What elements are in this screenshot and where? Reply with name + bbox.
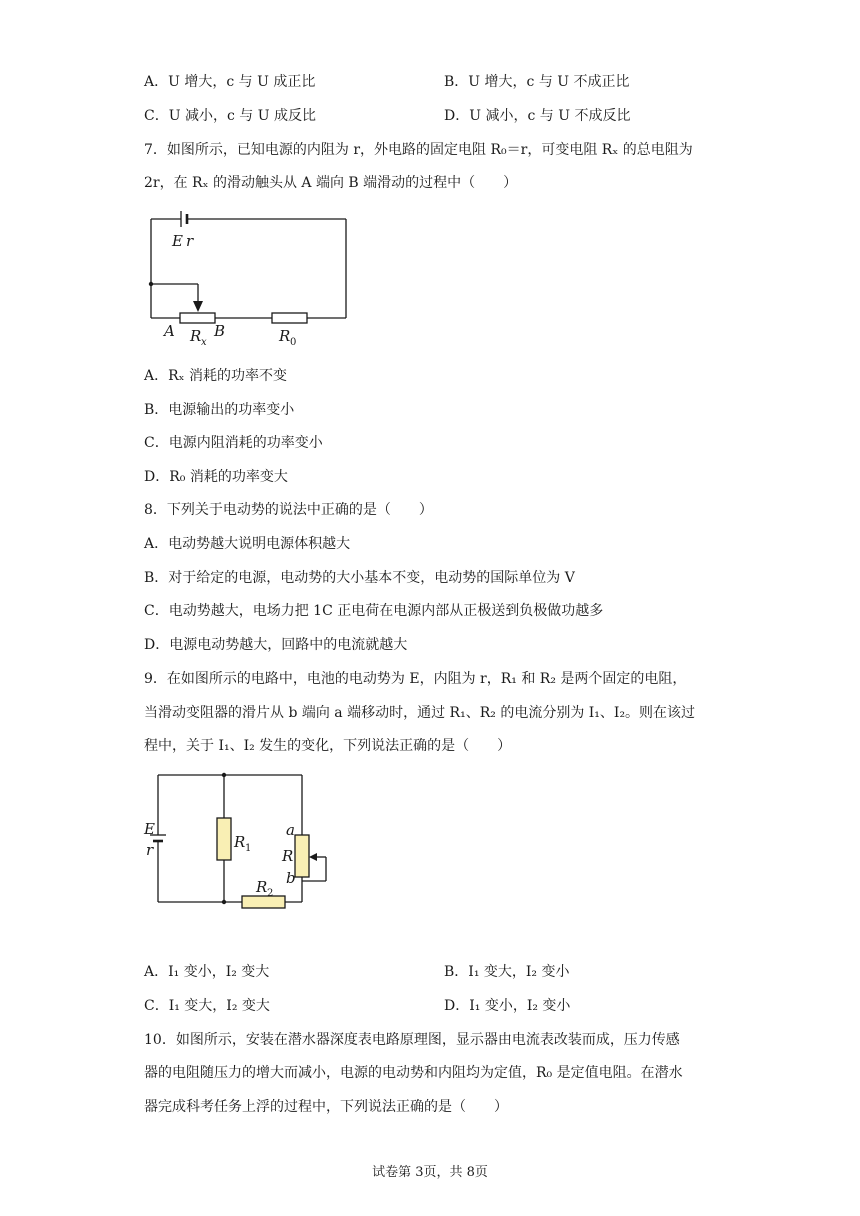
q7-label-a: A (164, 322, 175, 340)
q7-stem-line-1: 7．如图所示，已知电源的内阻为 r，外电路的固定电阻 R₀＝r，可变电阻 Rₓ 的总电阻为 (144, 142, 693, 158)
q10-stem-line-2: 器的电阻随压力的增大而减小，电源的电动势和内阻均为定值，R₀ 是定值电阻。在潜水 (144, 1065, 683, 1081)
q8-option-b: B．对于给定的电源，电动势的大小基本不变，电动势的国际单位为 V (144, 570, 575, 586)
page-footer: 试卷第 3页，共 8页 (372, 1165, 488, 1180)
q6-option-c: C．U 减小，c 与 U 成反比 (144, 108, 316, 124)
q7-option-b: B．电源输出的功率变小 (144, 402, 295, 418)
q9-label-r: r (146, 841, 154, 859)
q9-option-c: C．I₁ 变大，I₂ 变大 (144, 998, 270, 1014)
q9-option-b: B．I₁ 变大，I₂ 变小 (444, 964, 570, 980)
q7-option-a: A．Rₓ 消耗的功率不变 (144, 368, 288, 384)
q6-option-d: D．U 减小，c 与 U 不成反比 (444, 108, 631, 124)
q9-stem-line-2: 当滑动变阻器的滑片从 b 端向 a 端移动时，通过 R₁、R₂ 的电流分别为 I₁、I₂。则在该过 (144, 705, 696, 721)
q9-option-d: D．I₁ 变小，I₂ 变小 (444, 998, 571, 1014)
q7-label-b: B (214, 322, 226, 340)
q9-label-b: b (286, 869, 296, 887)
q8-option-a: A．电动势越大说明电源体积越大 (144, 536, 351, 552)
q9-label-rheostat: R (282, 847, 294, 865)
q7-stem-line-2: 2r，在 Rₓ 的滑动触头从 A 端向 B 端滑动的过程中（ ） (144, 175, 518, 191)
q7-label-rx-sub: x (201, 337, 207, 348)
q7-label-r0: R (279, 327, 291, 345)
q6-option-b: B．U 增大，c 与 U 不成正比 (444, 74, 630, 90)
q7-option-c: C．电源内阻消耗的功率变小 (144, 435, 323, 451)
q9-label-r2-sub: 2 (267, 888, 274, 899)
q10-stem-line-1: 10．如图所示，安装在潜水器深度表电路原理图，显示器由电流表改装而成，压力传感 (144, 1032, 680, 1048)
q9-label-r2: R (256, 878, 268, 896)
q7-label-r0-sub: 0 (290, 337, 297, 348)
q9-options-row-1 (144, 962, 764, 982)
q6-option-a: A．U 增大，c 与 U 成正比 (144, 74, 316, 90)
q9-option-a: A．I₁ 变小，I₂ 变大 (144, 964, 270, 980)
q8-option-d: D．电源电动势越大，回路中的电流就越大 (144, 637, 408, 653)
q6-options-row-1 (144, 72, 764, 92)
q7-label-r: r (186, 232, 194, 250)
q8-stem: 8．下列关于电动势的说法中正确的是（ ） (144, 502, 433, 518)
q9-stem-line-1: 9．在如图所示的电路中，电池的电动势为 E，内阻为 r，R₁ 和 R₂ 是两个固定的电阻， (144, 671, 687, 687)
q9-label-a: a (286, 821, 295, 839)
q8-option-c: C．电动势越大，电场力把 1C 正电荷在电源内部从正极送到负极做功越多 (144, 603, 604, 619)
q7-label-rx: R (190, 327, 202, 345)
q7-circuit-diagram (140, 205, 360, 355)
q9-label-e: E (144, 820, 155, 838)
q7-label-e: E (172, 232, 183, 250)
q9-circuit-diagram (140, 765, 340, 915)
q9-stem-line-3: 程中，关于 I₁、I₂ 发生的变化，下列说法正确的是（ ） (144, 738, 512, 754)
q7-option-d: D．R₀ 消耗的功率变大 (144, 469, 288, 485)
q9-options-row-2 (144, 996, 764, 1016)
q9-label-r1-sub: 1 (245, 843, 252, 854)
q6-options-row-2 (144, 106, 764, 126)
q10-stem-line-3: 器完成科考任务上浮的过程中，下列说法正确的是（ ） (144, 1099, 508, 1115)
q9-label-r1: R (234, 833, 246, 851)
